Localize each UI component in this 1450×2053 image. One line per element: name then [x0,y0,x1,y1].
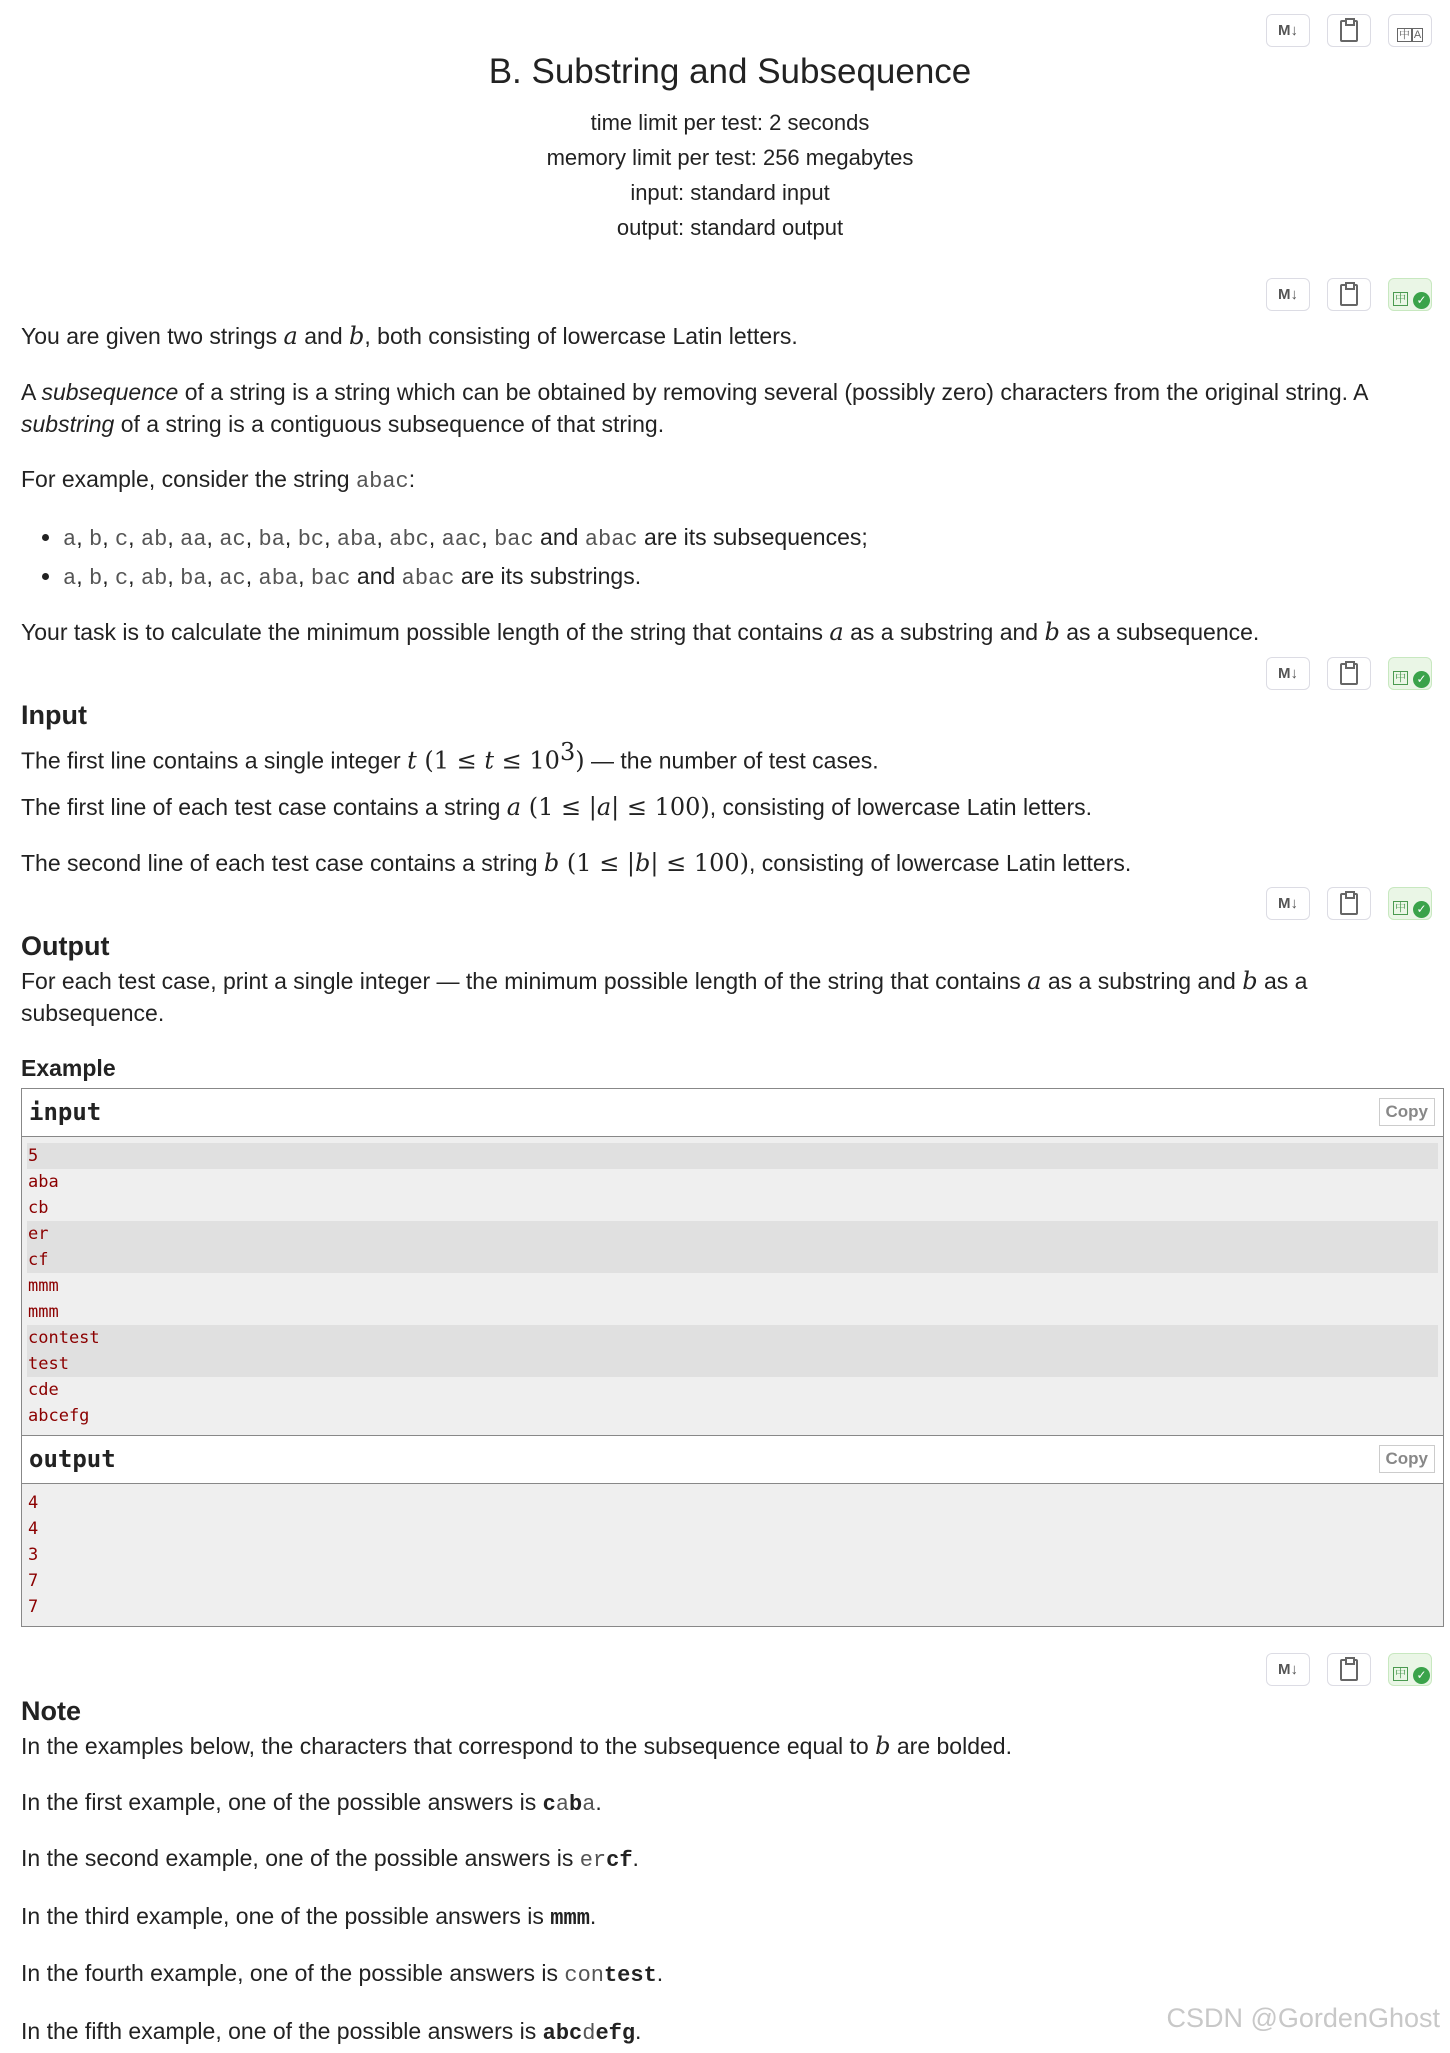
input-line: aba [28,1172,59,1192]
text-segment: and [297,323,349,349]
input-label: input [29,1098,102,1126]
input-line: cb [28,1198,49,1218]
output-line: 7 [28,1571,39,1591]
text-segment: as a substring and [843,619,1045,645]
text-segment: | ≤ 100) [611,793,710,821]
note-paragraph [21,1842,1421,1877]
code-text: c [542,1792,556,1817]
math-variable: t [484,746,495,775]
text-segment: subsequence [41,379,179,405]
example-heading: Example [21,1055,116,1081]
input-line: 5 [27,1143,1438,1169]
text-segment: , [76,563,89,589]
input-type: input: standard input [630,180,830,205]
code-text: con [564,1963,604,1988]
text-segment: | ≤ 100) [650,849,750,877]
input-paragraph [21,791,1421,823]
markdown-button[interactable] [1266,1653,1310,1686]
text-segment: and [533,524,585,550]
note-paragraph [21,1730,1421,1762]
task-paragraph [21,616,1421,648]
code-text: abc [542,2021,583,2046]
clipboard-icon [1340,284,1358,306]
text-segment: , [102,524,115,550]
text-segment: , consisting of lowercase Latin letters. [749,850,1132,876]
translate-icon: 中 [1395,1668,1406,1680]
markdown-button[interactable] [1266,14,1310,47]
translate-icon: 中 A [1398,29,1422,41]
text-segment: . [632,1845,639,1871]
code-text: abac [355,469,409,494]
markdown-icon: M↓ [1278,665,1298,682]
input-line: cde [28,1380,59,1400]
text-segment: , [324,524,337,550]
text-segment: In the third example, one of the possible answers is [21,1903,551,1929]
code-text: aa [180,527,207,552]
text-segment: — the number of test cases. [584,747,879,774]
definition-paragraph [21,376,1401,440]
math-variable: a [283,322,298,350]
copy-button[interactable] [1327,657,1371,690]
input-heading: Input [21,700,87,730]
translate-icon: 中 [1395,902,1406,914]
text-segment: , [167,524,181,550]
text-segment: In the second example, one of the possible answers is [21,1845,580,1871]
output-header [22,1436,1443,1484]
example-box [21,1088,1444,1627]
math-variable: b [543,849,560,877]
markdown-icon: M↓ [1278,895,1298,912]
check-icon: ✓ [1413,671,1430,688]
note-paragraph [21,1786,1421,1821]
memory-limit: memory limit per test: 256 megabytes [546,145,914,170]
text-segment: (1 ≤ | [559,849,636,877]
input-line: mmm [28,1302,59,1322]
text-segment: , [284,524,298,550]
copy-button[interactable] [1327,278,1371,311]
math-variable: t [407,746,417,775]
code-text: aac [441,527,482,552]
header-toolbar [1266,14,1432,47]
text-segment: . [595,1789,602,1815]
text-segment: , [167,563,181,589]
code-text: c [114,527,129,552]
code-text: b [88,527,103,552]
code-text: a [582,1792,596,1817]
text-segment: substring [21,411,115,437]
list-item [63,519,1450,558]
sample-input [22,1137,1443,1436]
code-text: abc [389,527,429,552]
output-line: 7 [28,1597,39,1617]
clipboard-icon [1340,20,1358,42]
text-segment: The first line contains a single integer [21,747,408,774]
code-text: test [603,1963,657,1988]
note-heading: Note [21,1696,81,1726]
problem-title: B. Substring and Subsequence [488,52,972,91]
check-icon: ✓ [1413,292,1430,309]
input-line: mmm [28,1276,59,1296]
text-segment: Your task is to calculate the minimum possible length of the string that contains [21,619,830,645]
text-segment: 3 [559,738,576,766]
statement-toolbar [1266,278,1432,311]
text-segment: , consisting of lowercase Latin letters. [709,794,1093,820]
text-segment: In the fourth example, one of the possible answers is [21,1960,565,1986]
code-text: ab [140,566,168,591]
output-label: output [29,1445,116,1473]
input-paragraph [21,736,1421,777]
text-segment: , both consisting of lowercase Latin letters. [364,323,798,349]
code-text: ba [180,566,207,591]
legend-paragraph [21,320,1421,352]
copy-button[interactable] [1327,887,1371,920]
note-toolbar [1266,1653,1432,1686]
code-text: c [114,566,129,591]
text-segment: are its substrings. [454,563,642,589]
text-segment: For each test case, print a single integer — the minimum possible length of the string that contains [21,968,1028,994]
text-segment: as a substring and [1041,968,1243,994]
markdown-icon: M↓ [1278,286,1298,303]
text-segment: (1 ≤ [416,746,485,775]
code-text: d [582,2021,596,2046]
text-segment: as a subsequence. [1059,619,1260,645]
input-toolbar [1266,657,1432,690]
translate-button[interactable] [1388,1653,1432,1686]
translate-button[interactable] [1388,14,1432,47]
output-line: 4 [28,1519,39,1539]
list-item [63,558,1450,597]
text-segment: , [481,524,495,550]
example-intro [21,463,1421,498]
text-segment: , [428,524,442,550]
text-segment: In the fifth example, one of the possible answers is [21,2018,543,2044]
markdown-icon: M↓ [1278,1661,1298,1678]
translate-button[interactable] [1388,278,1432,311]
input-line: er [27,1221,1438,1247]
text-segment: , [298,563,311,589]
watermark: CSDN @GordenGhost [1166,2003,1440,2033]
input-line: abcefg [28,1406,90,1426]
code-text: a [63,527,77,552]
copy-button[interactable] [1327,14,1371,47]
output-type: output: standard output [616,215,844,240]
text-segment: , [76,524,89,550]
text-segment: . [656,1960,664,1986]
code-text: aba [336,527,377,552]
input-paragraph [21,847,1421,879]
copy-output-button[interactable]: Copy [1379,1445,1436,1473]
code-text: efg [595,2021,636,2046]
text-segment: , [376,524,390,550]
math-variable: b [1044,618,1060,646]
code-text: a [63,566,77,591]
code-text: b [569,1792,583,1817]
math-variable: b [635,849,651,877]
code-text: bc [297,527,325,552]
text-segment: For example, consider the string [21,466,356,492]
math-variable: a [829,618,844,646]
example-list [21,519,1450,597]
code-text: bac [494,527,534,552]
clipboard-icon [1340,893,1358,915]
text-segment: and [350,563,402,589]
clipboard-icon [1340,663,1358,685]
text-segment: The second line of each test case contains a string [21,850,544,876]
note-paragraph [21,1900,1421,1935]
translate-button[interactable] [1388,887,1432,920]
code-text: cf [606,1848,633,1873]
output-paragraph [21,965,1351,1029]
text-segment: of a string is a string which can be obtained by removing several (possibly zero) characters from the original string. A [178,379,1368,405]
code-text: a [555,1792,570,1817]
code-text: ab [140,527,168,552]
text-segment: , [206,524,220,550]
text-segment: You are given two strings [21,323,284,349]
check-icon: ✓ [1413,901,1430,918]
markdown-button[interactable] [1266,887,1310,920]
markdown-button[interactable] [1266,278,1310,311]
output-line: 3 [28,1545,39,1565]
code-text: bac [310,566,351,591]
output-heading: Output [21,931,110,961]
code-text: ac [219,527,246,552]
text-segment: , [128,524,141,550]
text-segment: (1 ≤ | [521,793,597,821]
text-segment: The first line of each test case contains a string [21,794,507,820]
text-segment: , [206,563,220,589]
code-text: b [88,566,103,591]
code-text: aba [258,566,299,591]
math-variable: b [875,1732,891,1760]
text-segment: , [245,524,259,550]
math-variable: b [1242,967,1258,995]
text-segment: : [408,466,416,492]
translate-icon: 中 [1395,293,1406,305]
clipboard-icon [1340,1659,1358,1681]
input-header [22,1089,1443,1137]
time-limit: time limit per test: 2 seconds [590,110,870,135]
code-text: er [579,1848,607,1873]
code-text: mmm [550,1906,590,1931]
copy-input-button[interactable]: Copy [1379,1098,1436,1126]
translate-icon: 中 [1395,672,1406,684]
math-variable: a [506,793,522,821]
note-paragraph [21,1957,1421,1992]
code-text: abac [584,527,638,552]
text-segment: are its subsequences; [637,524,868,550]
copy-button[interactable] [1327,1653,1371,1686]
text-segment: of a string is a contiguous subsequence of that string. [114,411,665,437]
text-segment: as a subsequence. [21,968,1308,1026]
code-text: ac [219,566,246,591]
input-line: test [27,1351,1438,1377]
text-segment: . [589,1903,597,1929]
math-variable: a [1027,967,1042,995]
input-line: contest [27,1325,1438,1351]
text-segment: , [245,563,259,589]
code-text: ba [258,527,285,552]
markdown-button[interactable] [1266,657,1310,690]
code-text: abac [401,566,455,591]
math-variable: a [596,793,612,821]
text-segment: , [128,563,141,589]
math-variable: b [349,322,365,350]
text-segment: are bolded. [890,1733,1012,1759]
check-icon: ✓ [1413,1667,1430,1684]
sample-output [22,1484,1443,1626]
output-toolbar [1266,887,1432,920]
text-segment: In the first example, one of the possible answers is [21,1789,543,1815]
text-segment: ≤ 10 [494,746,560,775]
output-line: 4 [28,1493,39,1513]
text-segment: A [21,379,42,405]
input-line: cf [27,1247,1438,1273]
text-segment: , [102,563,115,589]
text-segment: . [635,2018,642,2044]
text-segment: ) [575,746,585,775]
text-segment: In the examples below, the characters that correspond to the subsequence equal to [21,1733,876,1759]
translate-button[interactable] [1388,657,1432,690]
markdown-icon: M↓ [1278,22,1298,39]
